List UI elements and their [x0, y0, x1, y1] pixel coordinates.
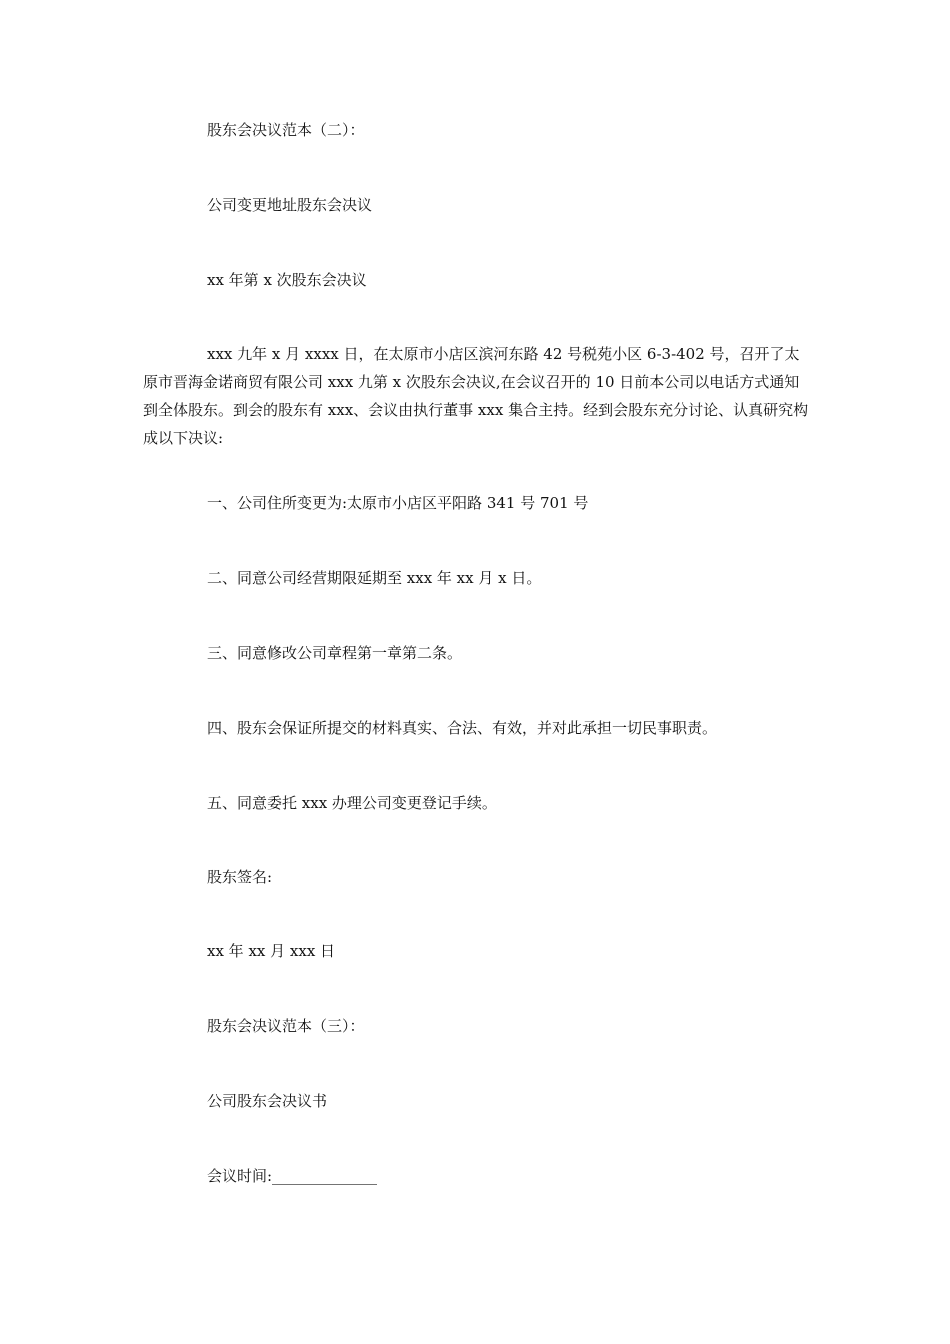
- resolution-item-4: 四、股东会保证所提交的材料真实、合法、有效，并对此承担一切民事职责。: [207, 719, 718, 737]
- meeting-intro-paragraph: xxx 九年 x 月 xxxx 日，在太原市小店区滨河东路 42 号税苑小区 6-3-402 号，召开了太原市晋海金诺商贸有限公司 xxx 九第 x 次股东会决议,在会议召开的 10 日前本公司以电话方式通知到全体股东。到会的股东有 xxx、会议由执行董事 xxx 集合主持。经到会股东充分讨论、认真研究构成以下决议:: [143, 345, 809, 447]
- resolution-item-2: 二、同意公司经营期限延期至 xxx 年 xx 月 x 日。: [207, 569, 542, 587]
- resolution-book-title: 公司股东会决议书: [207, 1092, 328, 1110]
- section-title-template-two: 股东会决议范本（二）：: [207, 121, 365, 139]
- shareholder-signature-label: 股东签名:: [207, 868, 273, 886]
- meeting-number-heading: xx 年第 x 次股东会决议: [207, 271, 367, 289]
- resolution-item-1: 一、公司住所变更为:太原市小店区平阳路 341 号 701 号: [207, 494, 589, 512]
- resolution-item-3: 三、同意修改公司章程第一章第二条。: [207, 644, 463, 662]
- resolution-title: 公司变更地址股东会决议: [207, 196, 373, 214]
- meeting-time-field: 会议时间:______________: [207, 1167, 378, 1185]
- resolution-item-5: 五、同意委托 xxx 办理公司变更登记手续。: [207, 794, 497, 812]
- section-title-template-three: 股东会决议范本（三）：: [207, 1017, 365, 1035]
- resolution-date: xx 年 xx 月 xxx 日: [207, 942, 336, 960]
